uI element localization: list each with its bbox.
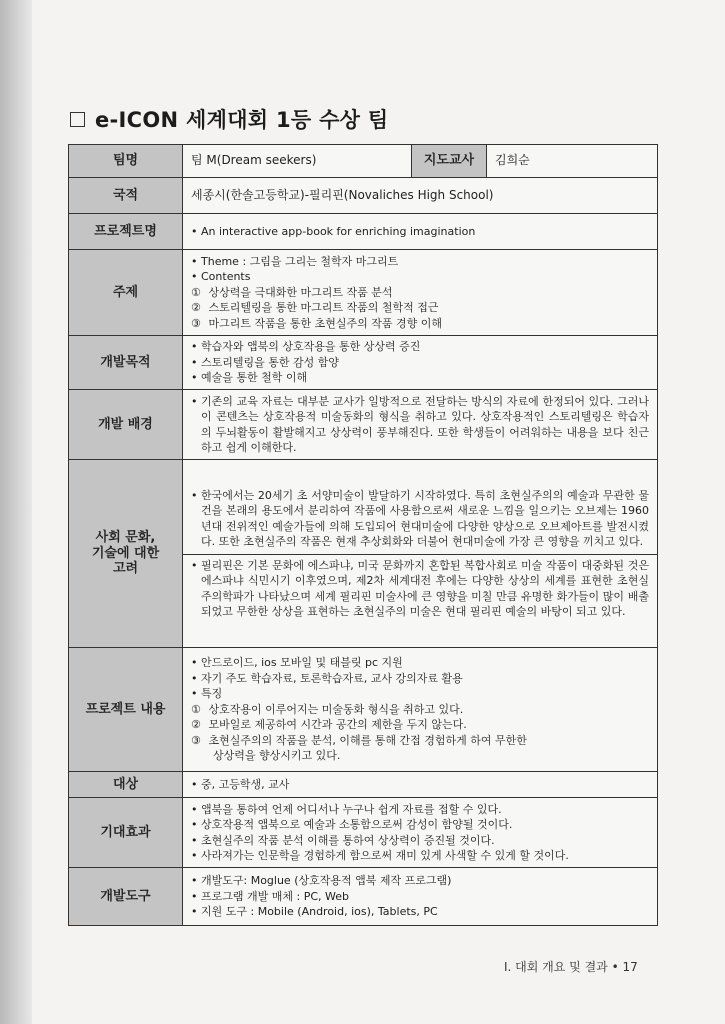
effects-bullet: • 초현실주의 작품 분석 이해를 통하여 상상력이 증진될 것이다. <box>191 833 649 849</box>
background-cell <box>183 390 658 460</box>
num-marker: ③ <box>191 316 201 330</box>
content-bullet: • 자기 주도 학습자료, 토론학습자료, 교사 강의자료 활용 <box>191 671 649 687</box>
title-text: e-ICON 세계대회 1등 수상 팀 <box>95 108 389 132</box>
theme-bullet: • Theme : 그림을 그리는 철학자 마그리트 <box>191 254 649 270</box>
content-bullet: • 특징 <box>191 686 649 702</box>
tools-label: 개발도구 <box>69 868 183 926</box>
theme-item: 상상력을 극대화한 마그리트 작품 분석 <box>208 285 393 299</box>
purpose-bullet: • 학습자와 앱북의 상호작용을 통한 상상력 증진 <box>191 339 649 355</box>
social-label-line: 고려 <box>112 561 139 577</box>
social-label <box>69 460 183 648</box>
target-cell <box>183 772 658 798</box>
team-value: 팀 M(Dream seekers) <box>183 145 412 178</box>
purpose-label: 개발목적 <box>69 336 183 390</box>
tools-bullet: • 개발도구: Moglue (상호작용적 앱북 제작 프로그램) <box>191 873 649 889</box>
project-name-value: • An interactive app-book for enriching imagination <box>191 224 649 240</box>
purpose-bullet: • 예술을 통한 철학 이해 <box>191 370 649 386</box>
theme-item: 스토리텔링을 통한 마그리트 작품의 철학적 접근 <box>208 301 439 315</box>
project-name-label: 프로젝트명 <box>69 214 183 250</box>
background-label: 개발 배경 <box>69 390 183 460</box>
theme-label: 주제 <box>69 250 183 336</box>
num-marker: ① <box>191 702 201 716</box>
book-spine <box>0 0 32 1024</box>
num-marker: ① <box>191 285 201 299</box>
nationality-label: 국적 <box>69 178 183 214</box>
checkbox-square-icon <box>70 112 85 127</box>
content-cell <box>183 648 658 772</box>
theme-bullet: • Contents <box>191 269 649 285</box>
content-item: 상호작용이 이루어지는 미술동화 형식을 취하고 있다. <box>208 702 464 716</box>
page-footer: Ⅰ. 대회 개요 및 결과 • 17 <box>504 960 638 974</box>
content-item: 초현실주의의 작품을 분석, 이해를 통해 간접 경험하게 하여 무한한 <box>208 733 527 747</box>
background-text: • 기존의 교육 자료는 대부분 교사가 일방적으로 전달하는 방식의 자료에 한정되어 있다. 그러나 이 콘텐츠는 상호작용적 미술동화의 형식을 취하고 있다. 상호작용적인 스토리텔링은 학습자의 두뇌활동이 활발해지고 상상력이 풍부해진다. 또한 학생들이 어려워하는 내용을 보다 친근하고 쉽게 이해한다. <box>201 394 649 454</box>
theme-cell <box>183 250 658 336</box>
effects-label: 기대효과 <box>69 798 183 868</box>
num-marker: ② <box>191 301 201 315</box>
team-label: 팀명 <box>69 145 183 178</box>
info-table <box>68 144 658 926</box>
tools-cell <box>183 868 658 926</box>
purpose-bullet: • 스토리텔링을 통한 감성 함양 <box>191 355 649 371</box>
content-continuation: 상상력을 향상시키고 있다. <box>213 749 341 763</box>
inner-divider <box>183 554 657 555</box>
target-label: 대상 <box>69 772 183 798</box>
tools-bullet: • 프로그램 개발 매체 : PC, Web <box>191 889 649 905</box>
advisor-label: 지도교사 <box>412 145 487 178</box>
purpose-cell <box>183 336 658 390</box>
page-title <box>70 104 388 134</box>
advisor-value: 김희순 <box>487 145 658 178</box>
nationality-value: 세종시(한솔고등학교)-필리핀(Novaliches High School) <box>183 178 658 214</box>
social-label-line: 사회 문화, <box>95 530 156 546</box>
content-label: 프로젝트 내용 <box>69 648 183 772</box>
effects-bullet: • 앱북을 통하여 언제 어디서나 누구나 쉽게 자료를 접할 수 있다. <box>191 802 649 818</box>
tools-bullet: • 지원 도구 : Mobile (Android, ios), Tablets, PC <box>191 904 649 920</box>
content-bullet: • 안드로이드, ios 모바일 및 태블릿 pc 지원 <box>191 655 649 671</box>
theme-item: 마그리트 작품을 통한 초현실주의 작품 경향 이해 <box>208 316 442 330</box>
social-para-korea: • 한국에서는 20세기 초 서양미술이 발달하기 시작하였다. 특히 초현실주의의 예술과 무관한 물건을 본래의 용도에서 분리하여 작품에 사용함으로써 새로운 느낌을 일으키는 오브제는 1960년대 전위적인 예술가들에 의해 도입되어 현대미술에 다양한 양상으로 오브제아트를 발전시켰다. 또한 초현실주의 작품은 현재 추상회화와 더불어 현대미술에 가장 큰 영향을 끼치고 있다. <box>201 488 649 548</box>
effects-cell <box>183 798 658 868</box>
target-value: • 중, 고등학생, 교사 <box>191 777 649 793</box>
social-cell <box>183 460 658 648</box>
content-item: 모바일로 제공하여 시간과 공간의 제한을 두지 않는다. <box>208 718 467 732</box>
social-label-line: 기술에 대한 <box>91 545 160 561</box>
project-name-cell <box>183 214 658 250</box>
social-para-philippines: • 필리핀은 기본 문화에 에스파냐, 미국 문화까지 혼합된 복합사회로 미술 작품이 대중화된 것은 에스파냐 식민시기 이후였으며, 제2차 세계대전 후에는 다양한 상상의 세계를 표현한 초현실주의학파가 나타났으며 세계 필리핀 미술사에 큰 영향을 미칠 만큼 유명한 화가들이 많이 배출되었고 무한한 상상을 표현하는 초현실주의 미술은 현대 필리핀 예술의 바탕이 되고 있다. <box>201 558 649 618</box>
num-marker: ③ <box>191 733 201 747</box>
effects-bullet: • 상호작용적 앱북으로 예술과 소통함으로써 감성이 함양될 것이다. <box>191 817 649 833</box>
effects-bullet: • 사라져가는 인문학을 경험하게 함으로써 재미 있게 사색할 수 있게 할 것이다. <box>191 848 649 864</box>
num-marker: ② <box>191 718 201 732</box>
